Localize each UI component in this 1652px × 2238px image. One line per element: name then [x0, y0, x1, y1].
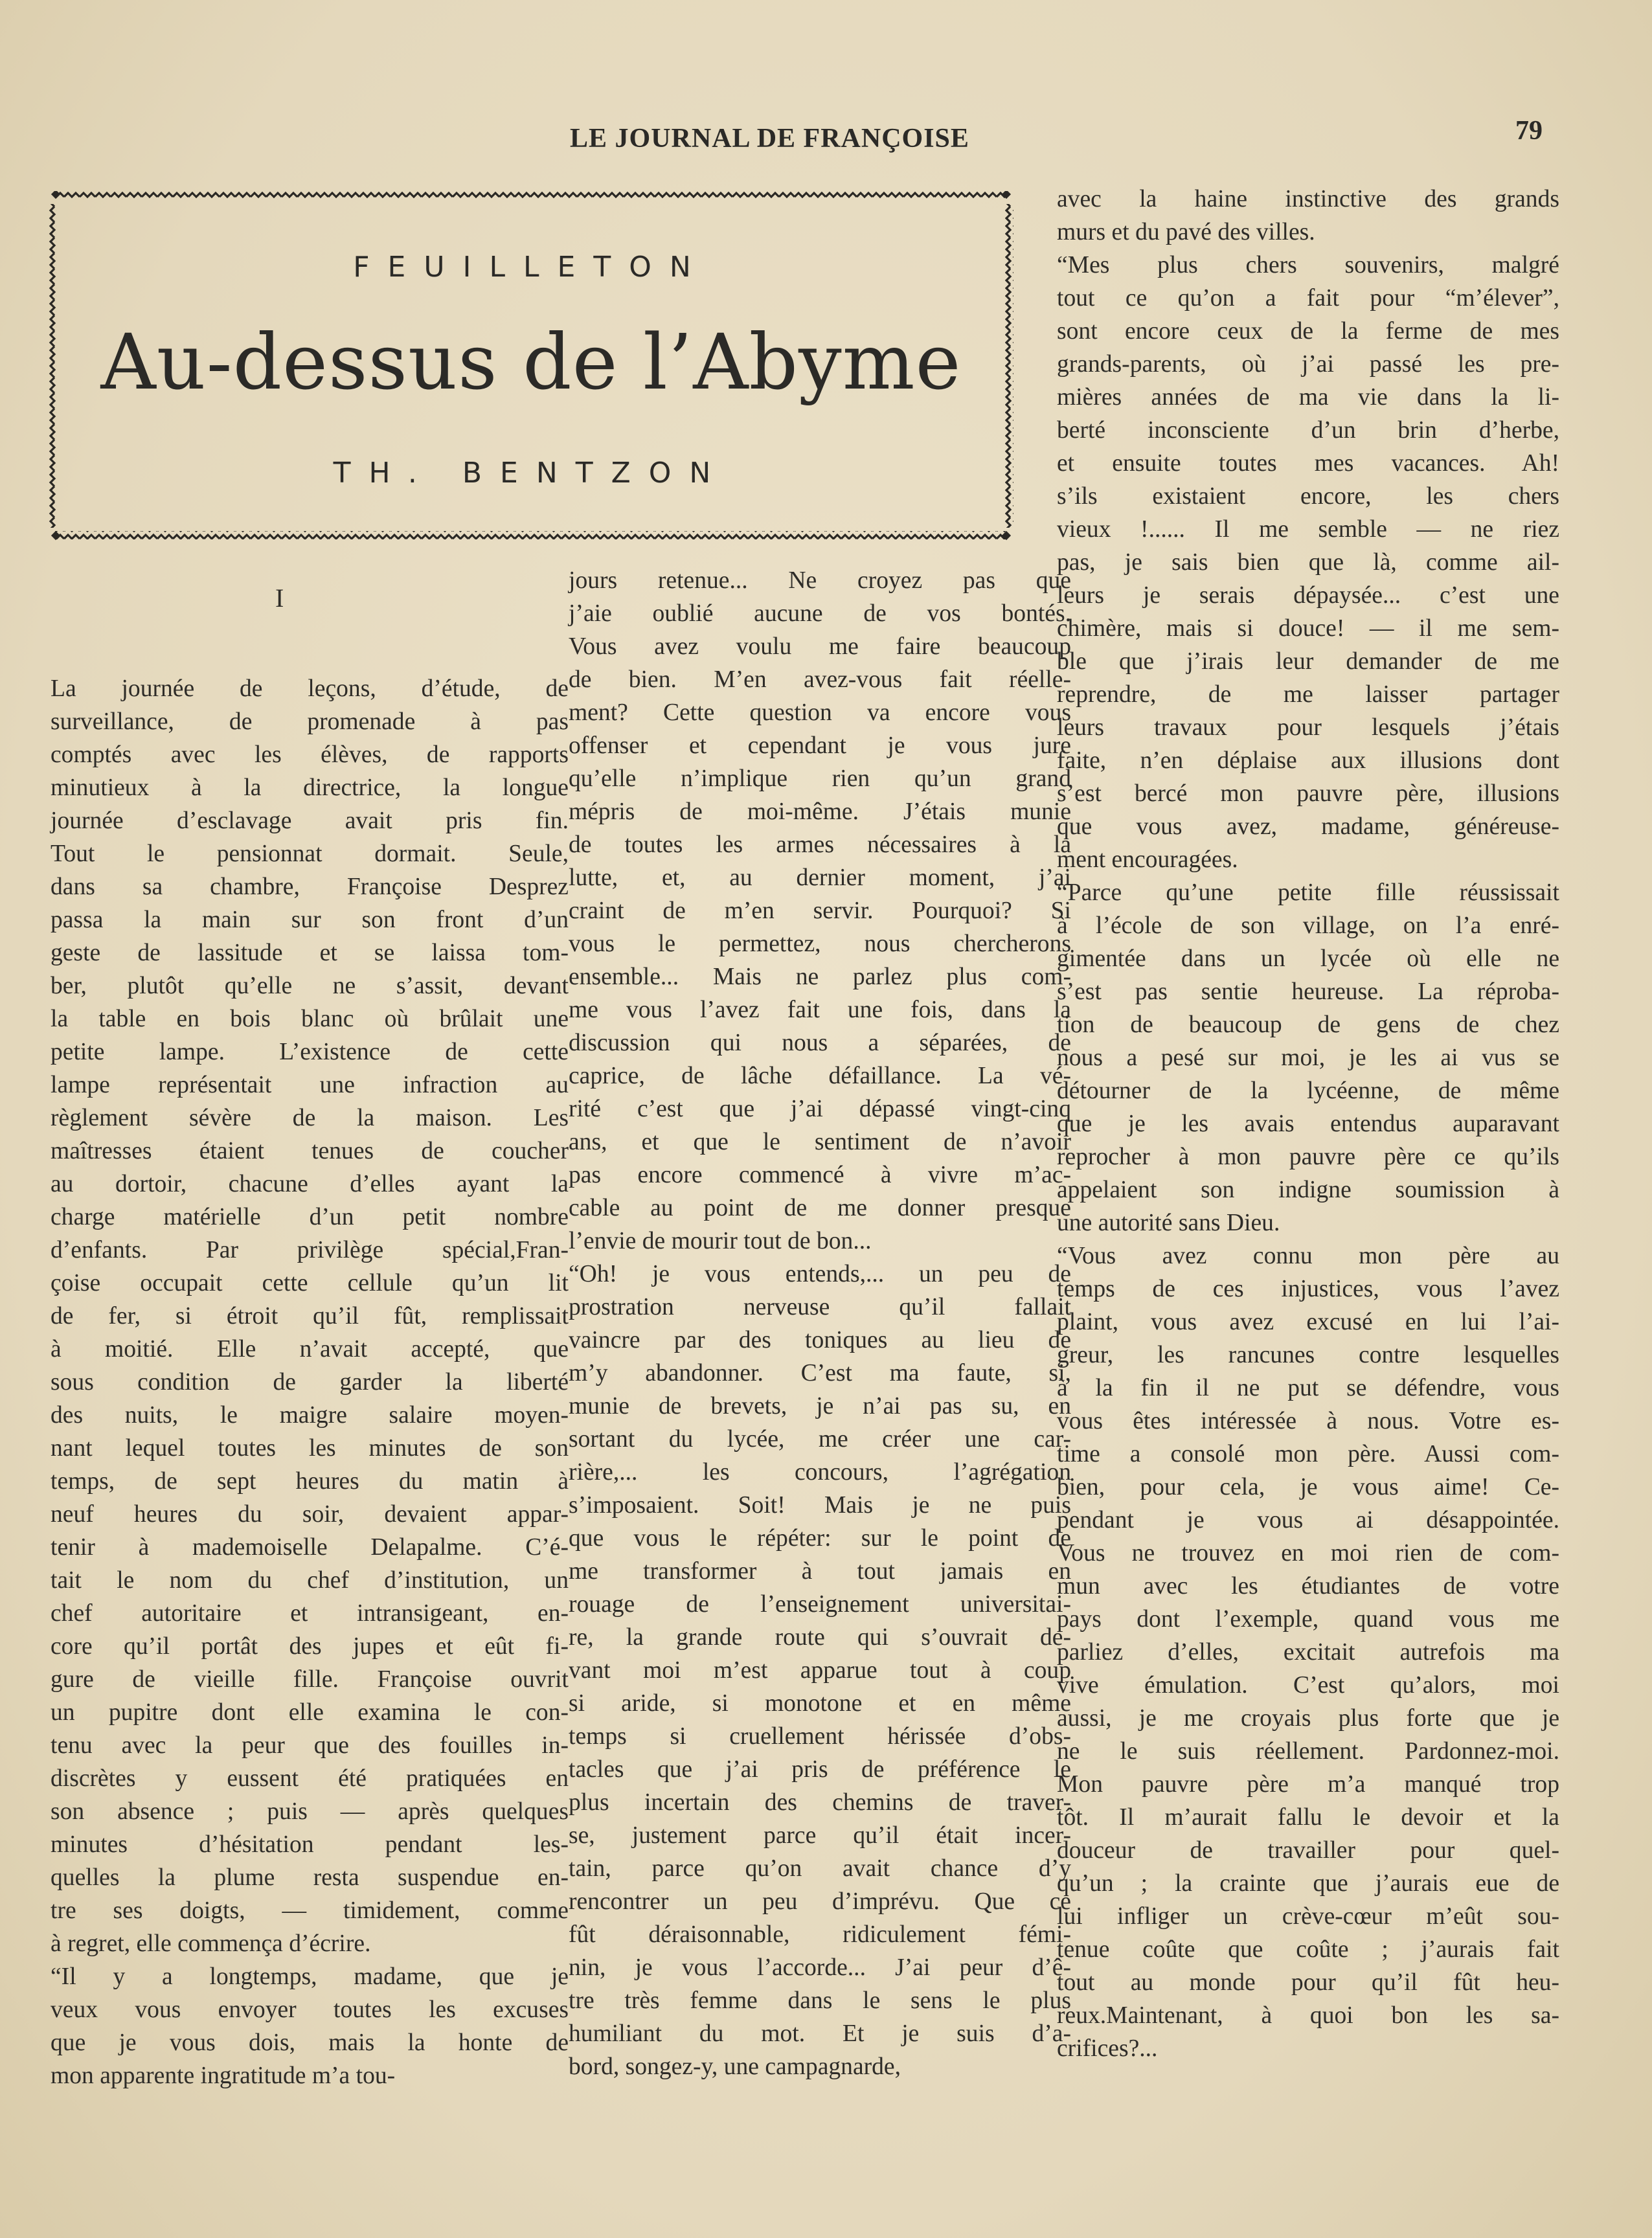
col1-line: chef autoritaire et intransigeant, en-	[51, 1600, 569, 1627]
col3-line: Mon pauvre père m’a manqué trop	[1057, 1771, 1559, 1798]
col2-line: tain, parce qu’on avait chance d’y	[569, 1855, 1071, 1882]
col3-line: tôt. Il m’aurait fallu le devoir et la	[1057, 1804, 1559, 1831]
col3-line: reprocher à mon pauvre père ce qu’ils	[1057, 1144, 1559, 1170]
col1-line: gure de vieille fille. Françoise ouvrit	[51, 1666, 569, 1693]
col3-line: reux.Maintenant, à quoi bon les sa-	[1057, 2002, 1559, 2029]
col2-line: offenser et cependant je vous jure	[569, 732, 1071, 759]
col2-line: munie de brevets, je n’ai pas su, en	[569, 1393, 1071, 1419]
col1-line: sous condition de garder la liberté	[51, 1369, 569, 1396]
col3-line: “Mes plus chers souvenirs, malgré	[1057, 252, 1559, 278]
col3-line: à l’école de son village, on l’a enré-	[1057, 912, 1559, 939]
col1-line: journée d’esclavage avait pris fin.	[51, 808, 569, 834]
col1-line: un pupitre dont elle examina le con-	[51, 1699, 569, 1726]
col1-line: temps, de sept heures du matin à	[51, 1468, 569, 1495]
col2-line: rouage de l’enseignement universitai-	[569, 1591, 1071, 1618]
col3-line: nous a pesé sur moi, je les ai vus se	[1057, 1045, 1559, 1071]
col2-line: tacles que j’ai pris de préférence le	[569, 1756, 1071, 1783]
col1-line: charge matérielle d’un petit nombre	[51, 1204, 569, 1230]
col1-line: son absence ; puis — après quelques	[51, 1798, 569, 1825]
col1-line: geste de lassitude et se laissa tom-	[51, 940, 569, 966]
col3-line: reprendre, de me laisser partager	[1057, 681, 1559, 708]
col1-line: core qu’il portât des jupes et eût fi-	[51, 1633, 569, 1660]
col3-line: temps de ces injustices, vous l’avez	[1057, 1276, 1559, 1302]
col1-line: tenir à mademoiselle Delapalme. C’é-	[51, 1534, 569, 1561]
col2-line: craint de m’en servir. Pourquoi? Si	[569, 898, 1071, 924]
col1-line: des nuits, le maigre salaire moyen-	[51, 1402, 569, 1429]
col2-line: temps si cruellement hérissée d’obs-	[569, 1723, 1071, 1750]
col3-line: leurs travaux pour lesquels j’étais	[1057, 714, 1559, 741]
col3-line: “Vous avez connu mon père au	[1057, 1243, 1559, 1269]
col1-line: veux vous envoyer toutes les excuses	[51, 1996, 569, 2023]
col2-line: humiliant du mot. Et je suis d’a-	[569, 2020, 1071, 2047]
col3-line: parliez d’elles, excitait autrefois ma	[1057, 1639, 1559, 1666]
col2-line: caprice, de lâche défaillance. La vé-	[569, 1063, 1071, 1089]
col1-line: minutieux à la directrice, la longue	[51, 774, 569, 801]
col1-line: maîtresses étaient tenues de coucher	[51, 1138, 569, 1164]
page-number: 79	[1515, 116, 1543, 146]
col3-line: aussi, je me croyais plus forte que je	[1057, 1705, 1559, 1732]
col1-line: comptés avec les élèves, de rapports	[51, 741, 569, 768]
col1-line: dans sa chambre, Françoise Desprez	[51, 874, 569, 900]
col3-line: tout au monde pour qu’il fût heu-	[1057, 1969, 1559, 1996]
col1-line: d’enfants. Par privilège spécial,Fran-	[51, 1237, 569, 1263]
col3-line: s’est bercé mon pauvre père, illusions	[1057, 780, 1559, 807]
col3-line: Vous ne trouvez en moi rien de com-	[1057, 1540, 1559, 1566]
col3-line: s’ils existaient encore, les chers	[1057, 483, 1559, 510]
col3-line: mun avec les étudiantes de votre	[1057, 1573, 1559, 1599]
col2-line: de bien. M’en avez-vous fait réelle-	[569, 666, 1071, 693]
section-kicker: FEUILLETON	[353, 251, 709, 284]
col2-line: nin, je vous l’accorde... J’ai peur d’ê-	[569, 1954, 1071, 1981]
col2-line: me transformer à tout jamais en	[569, 1558, 1071, 1585]
col2-line: prostration nerveuse qu’il fallait	[569, 1294, 1071, 1320]
col2-line: qu’elle n’implique rien qu’un grand	[569, 765, 1071, 792]
col3-line: chimère, mais si douce! — il me sem-	[1057, 615, 1559, 642]
col3-line: tout ce qu’on a fait pour “m’élever”,	[1057, 285, 1559, 311]
col3-line: vieux !...... Il me semble — ne riez	[1057, 516, 1559, 543]
col1-line: “Il y a longtemps, madame, que je	[51, 1963, 569, 1990]
col3-line: que vous avez, madame, généreuse-	[1057, 813, 1559, 840]
col2-line: jours retenue... Ne croyez pas que	[569, 567, 1071, 594]
col2-line: rité c’est que j’ai dépassé vingt-cinq	[569, 1096, 1071, 1122]
col1-line: à regret, elle commença d’écrire.	[51, 1930, 371, 1957]
col2-line: mépris de moi-même. J’étais munie	[569, 798, 1071, 825]
col1-line: au dortoir, chacune d’elles ayant la	[51, 1171, 569, 1197]
col1-line: nant lequel toutes les minutes de son	[51, 1435, 569, 1462]
col3-line: s’est pas sentie heureuse. La réproba-	[1057, 978, 1559, 1005]
col1-line: discrètes y eussent été pratiquées en	[51, 1765, 569, 1792]
text-column-1	[51, 672, 569, 2092]
col2-line: m’y abandonner. C’est ma faute, si,	[569, 1360, 1071, 1386]
col2-line: tre très femme dans le sens le plus	[569, 1987, 1071, 2014]
col2-line: se, justement parce qu’il était incer-	[569, 1822, 1071, 1849]
col2-line: vant moi m’est apparue tout à coup	[569, 1657, 1071, 1684]
col3-line: tion de beaucoup de gens de chez	[1057, 1012, 1559, 1038]
author-name: TH. BENTZON	[333, 457, 729, 490]
col3-line: mières années de ma vie dans la li-	[1057, 384, 1559, 411]
col2-line: re, la grande route qui s’ouvrait de-	[569, 1624, 1071, 1651]
col3-line: gimentée dans un lycée où elle ne	[1057, 945, 1559, 972]
col2-line: lutte, et, au dernier moment, j’ai	[569, 865, 1071, 891]
col1-line: ber, plutôt qu’elle ne s’assit, devant	[51, 973, 569, 999]
col1-line: la table en bois blanc où brûlait une	[51, 1006, 569, 1032]
col3-line: pays dont l’exemple, quand vous me	[1057, 1606, 1559, 1633]
col3-line: grands-parents, où j’ai passé les pre-	[1057, 351, 1559, 378]
col2-line: j’aie oublié aucune de vos bontés.	[569, 600, 1071, 627]
col2-line: vaincre par des toniques au lieu de	[569, 1327, 1071, 1353]
col3-line: et ensuite toutes mes vacances. Ah!	[1057, 450, 1559, 477]
col1-line: mon apparente ingratitude m’a tou-	[51, 2063, 396, 2089]
col1-line: çoise occupait cette cellule qu’un lit	[51, 1270, 569, 1296]
col2-line: si aride, si monotone et en même	[569, 1690, 1071, 1717]
col1-line: à moitié. Elle n’avait accepté, que	[51, 1336, 569, 1362]
col3-line: time a consolé mon père. Aussi com-	[1057, 1441, 1559, 1467]
col2-line: ensemble... Mais ne parlez plus com-	[569, 964, 1071, 990]
col3-line: faite, n’en déplaise aux illusions dont	[1057, 747, 1559, 774]
chapter-number: I	[275, 583, 284, 613]
col1-line: règlement sévère de la maison. Les	[51, 1105, 569, 1131]
col1-line: surveillance, de promenade à pas	[51, 708, 569, 735]
text-column-3	[1057, 183, 1559, 2065]
col2-line: cable au point de me donner presque	[569, 1195, 1071, 1221]
col2-line: “Oh! je vous entends,... un peu de	[569, 1261, 1071, 1287]
col2-line: ans, et que le sentiment de n’avoir	[569, 1129, 1071, 1155]
col2-line: que vous le répéter: sur le point de	[569, 1525, 1071, 1552]
col3-line: appelaient son indigne soumission à	[1057, 1177, 1559, 1203]
col2-line: vous le permettez, nous chercherons	[569, 931, 1071, 957]
col3-line: ne le suis réellement. Pardonnez-moi.	[1057, 1738, 1559, 1765]
col2-line: bord, songez-y, une campagnarde,	[569, 2053, 901, 2080]
col1-line: de fer, si étroit qu’il fût, remplissait	[51, 1303, 569, 1329]
col1-line: Tout le pensionnat dormait. Seule,	[51, 841, 569, 867]
col2-line: fût déraisonnable, ridiculement fémi-	[569, 1921, 1071, 1948]
col3-line: greur, les rancunes contre lesquelles	[1057, 1342, 1559, 1368]
col1-line: tait le nom du chef d’institution, un	[51, 1567, 569, 1594]
col3-line: leurs je serais dépaysée... c’est une	[1057, 582, 1559, 609]
col3-line: détourner de la lycéenne, de même	[1057, 1078, 1559, 1104]
col2-line: sortant du lycée, me créer une car-	[569, 1426, 1071, 1452]
col1-line: passa la main sur son front d’un	[51, 907, 569, 933]
col2-line: discussion qui nous a séparées, de	[569, 1030, 1071, 1056]
col2-line: me vous l’avez fait une fois, dans la	[569, 997, 1071, 1023]
col3-line: pas, je sais bien que là, comme ail-	[1057, 549, 1559, 576]
col1-line: tenu avec la peur que des fouilles in-	[51, 1732, 569, 1759]
col3-line: vous êtes intéressée à nous. Votre es-	[1057, 1408, 1559, 1434]
col2-line: rencontrer un peu d’imprévu. Que ce	[569, 1888, 1071, 1915]
col3-line: que je les avais entendus auparavant	[1057, 1111, 1559, 1137]
col2-line: de toutes les armes nécessaires à la	[569, 831, 1071, 858]
col2-line: Vous avez voulu me faire beaucoup	[569, 633, 1071, 660]
story-title: Au-dessus de l’Abyme	[100, 317, 962, 407]
col3-line: berté inconsciente d’un brin d’herbe,	[1057, 417, 1559, 444]
col1-line: lampe représentait une infraction au	[51, 1072, 569, 1098]
col2-line: s’imposaient. Soit! Mais je ne puis	[569, 1492, 1071, 1519]
col3-line: ble que j’irais leur demander de me	[1057, 648, 1559, 675]
col2-line: l’envie de mourir tout de bon...	[569, 1228, 872, 1254]
col1-line: tre ses doigts, — timidement, comme	[51, 1897, 569, 1924]
col3-line: tenue coûte que coûte ; j’aurais fait	[1057, 1936, 1559, 1963]
col2-line: ment? Cette question va encore vous	[569, 699, 1071, 726]
col2-line: rière,... les concours, l’agrégation	[569, 1459, 1071, 1486]
col1-line: petite lampe. L’existence de cette	[51, 1039, 569, 1065]
col1-line: neuf heures du soir, devaient appar-	[51, 1501, 569, 1528]
col3-line: murs et du pavé des villes.	[1057, 219, 1315, 245]
col3-line: pendant je vous ai désappointée.	[1057, 1507, 1559, 1533]
col3-line: crifices?...	[1057, 2035, 1158, 2062]
col3-line: vive émulation. C’est qu’alors, moi	[1057, 1672, 1559, 1699]
col3-line: à la fin il ne put se défendre, vous	[1057, 1375, 1559, 1401]
col3-line: sont encore ceux de la ferme de mes	[1057, 318, 1559, 345]
col2-line: pas encore commencé à vivre m’ac-	[569, 1162, 1071, 1188]
col3-line: qu’un ; la crainte que j’aurais eue de	[1057, 1870, 1559, 1897]
col3-line: bien, pour cela, je vous aime! Ce-	[1057, 1474, 1559, 1500]
col3-line: plaint, vous avez excusé en lui l’ai-	[1057, 1309, 1559, 1335]
col1-line: La journée de leçons, d’étude, de	[51, 675, 569, 702]
col1-line: que je vous dois, mais la honte de	[51, 2029, 569, 2056]
col3-line: douceur de travailler pour quel-	[1057, 1837, 1559, 1864]
title-box	[49, 191, 1013, 541]
col3-line: “Parce qu’une petite fille réussissait	[1057, 879, 1559, 906]
col2-line: plus incertain des chemins de traver-	[569, 1789, 1071, 1816]
col3-line: avec la haine instinctive des grands	[1057, 186, 1559, 212]
col3-line: ment encouragées.	[1057, 846, 1238, 873]
journal-header: LE JOURNAL DE FRANÇOISE	[570, 124, 969, 153]
col3-line: lui infliger un crève-cœur m’eût sou-	[1057, 1903, 1559, 1930]
text-column-2	[569, 564, 1071, 2083]
col3-line: une autorité sans Dieu.	[1057, 1210, 1280, 1236]
col1-line: minutes d’hésitation pendant les-	[51, 1831, 569, 1858]
col1-line: quelles la plume resta suspendue en-	[51, 1864, 569, 1891]
